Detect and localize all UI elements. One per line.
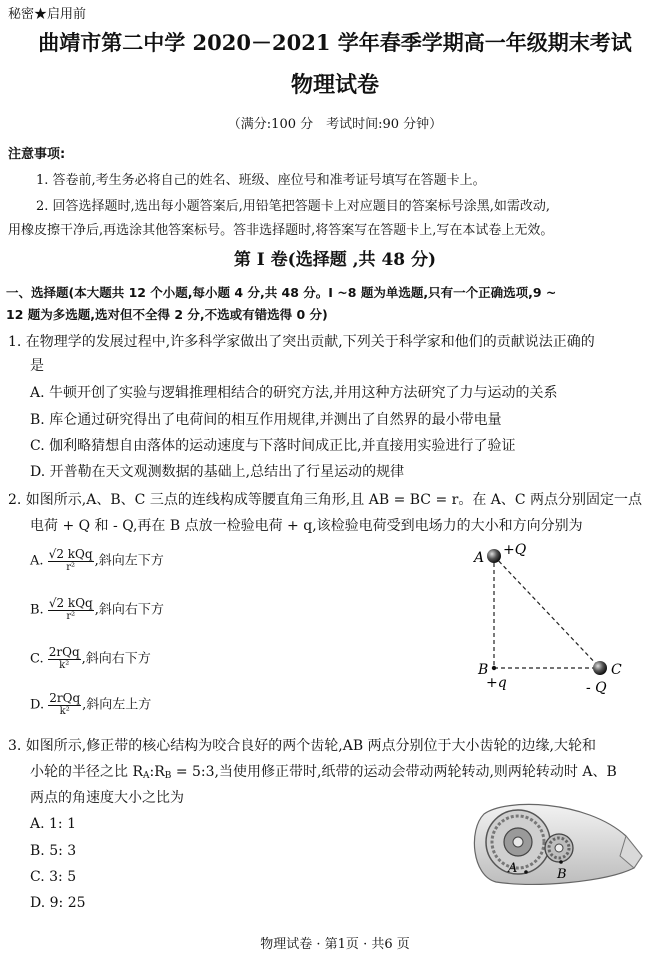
q3-option-d: D. 9: 25 [30,895,86,911]
charge-a-sphere [487,549,501,563]
small-gear-axle [555,844,563,852]
numerator: 2rQq [49,691,81,705]
section-instructions-line1: 一、选择题(本大题共 12 个小题,每小题 4 分,共 48 分。I ~8 题为单选题,只有一个正确选项,9 ~ [6,285,557,300]
text: 小轮的半径之比 R [30,764,143,780]
q2-stem-line1: 2. 如图所示,A、B、C 三点的连线构成等腰直角三角形,且 AB = BC = r。在 A、C 两点分别固定一点 [8,492,643,508]
direction: ,斜向右下方 [94,602,164,618]
q3-stem-line3: 两点的角速度大小之比为 [30,790,184,806]
label-minus-q: - Q [586,680,607,696]
label-plus-q: +Q [503,542,527,558]
q2-option-c [30,646,151,672]
correction-tape-figure [466,796,646,896]
exam-title: 曲靖市第二中学 2020－2021 学年春季学期高一年级期末考试 [38,30,632,55]
direction: ,斜向左上方 [82,697,152,713]
label-c: C [611,662,622,678]
notice-item-2-line1: 2. 回答选择题时,选出每小题答案后,用铅笔把答题卡上对应题目的答案标号涂黑,如需改动, [36,199,551,214]
fraction [48,597,94,623]
option-letter: A. [30,553,44,569]
edge-ac [494,556,600,668]
notice-item-1: 1. 答卷前,考生务必将自己的姓名、班级、座位号和准考证号填写在答题卡上。 [36,173,486,188]
q3-stem-line1: 3. 如图所示,修正带的核心结构为咬合良好的两个齿轮,AB 两点分别位于大小齿轮的边缘,大轮和 [8,738,597,754]
q3-option-b: B. 5: 3 [30,843,77,859]
page-footer: 物理试卷 · 第1页 · 共6 页 [260,937,410,952]
label-a: A [474,550,485,566]
section-title: 第 I 卷(选择题 ,共 48 分) [233,250,437,270]
fraction [48,646,81,672]
point-a-dot [524,870,528,874]
notice-heading: 注意事项: [8,147,66,162]
section-instructions-line2: 12 题为多选题,选对但不全得 2 分,不选或有错选得 0 分) [6,307,328,322]
q1-option-b: B. 库仑通过研究得出了电荷间的相互作用规律,并测出了自然界的最小带电量 [30,412,502,428]
label-b: B [478,662,489,678]
subscript-a: A [143,771,150,781]
point-b-dot [559,860,563,864]
numerator: √2 kQq [48,547,93,561]
fraction [48,548,94,574]
label-b: B [557,867,567,882]
text: :R [149,764,165,780]
option-letter: C. [30,651,44,667]
q2-option-a [30,548,164,574]
q3-option-a: A. 1: 1 [30,816,76,832]
q2-option-b [30,597,164,623]
direction: ,斜向左下方 [94,553,164,569]
numerator: 2rQq [48,645,80,659]
point-b-dot [492,666,496,670]
direction: ,斜向右下方 [81,651,151,667]
charge-c-sphere [593,661,607,675]
text: = 5:3,当使用修正带时,纸带的运动会带动两轮转动,则两轮转动时 A、B [171,764,617,780]
label-q: +q [486,675,507,691]
triangle-charge-figure [466,540,646,700]
q3-stem-line2 [30,762,617,786]
fraction [48,692,81,718]
subscript-b: B [164,771,172,781]
subject-title: 物理试卷 [290,72,379,98]
q1-option-d: D. 开普勒在天文观测数据的基础上,总结出了行星运动的规律 [30,464,405,480]
exam-info: （满分:100 分 考试时间:90 分钟） [227,117,443,132]
denominator: k² [59,660,70,671]
notice-item-2-line2: 用橡皮擦干净后,再选涂其他答案标号。答非选择题时,将答案写在答题卡上,写在本试卷上无效。 [8,223,554,238]
denominator: r² [66,611,76,622]
secret-label: 秘密★启用前 [8,7,87,22]
label-a: A [508,861,518,876]
q2-option-d [30,692,151,718]
q1-stem-line2: 是 [30,358,44,374]
q1-stem-line1: 1. 在物理学的发展过程中,许多科学家做出了突出贡献,下列关于科学家和他们的贡献说法正确的 [8,334,595,350]
option-letter: B. [30,602,44,618]
q2-stem-line2: 电荷 + Q 和 - Q,再在 B 点放一检验电荷 + q,该检验电荷受到电场力的大小和方向分别为 [30,518,583,534]
q1-option-c: C. 伽利略猜想自由落体的运动速度与下落时间成正比,并直接用实验进行了验证 [30,438,516,454]
q3-option-c: C. 3: 5 [30,869,77,885]
denominator: k² [59,706,70,717]
large-gear-axle [513,837,523,847]
denominator: r² [66,562,76,573]
numerator: √2 kQq [48,596,93,610]
q1-option-a: A. 牛顿开创了实验与逻辑推理相结合的研究方法,并用这种方法研究了力与运动的关系 [30,385,558,401]
option-letter: D. [30,697,45,713]
